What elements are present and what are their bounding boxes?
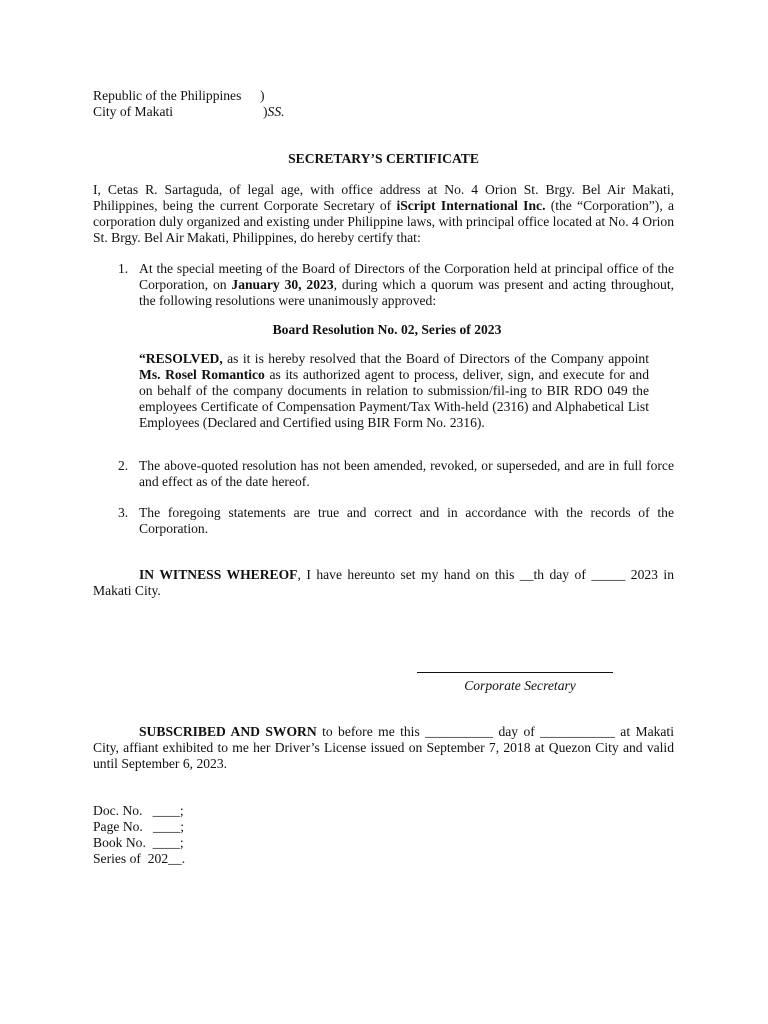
witness-paragraph xyxy=(93,567,674,599)
item-2-number: 2. xyxy=(118,458,129,473)
intro-text-2: (the “Corporation”), a corporation duly organized and existing under Philippine laws, with principal office located at No. 4 Orion St. Brgy. Bel Air Makati, Philippines, do hereby certify that: xyxy=(93,198,674,245)
company-name: iScript International Inc. xyxy=(396,198,546,213)
signature-caption: Corporate Secretary xyxy=(464,678,576,693)
item-1-number: 1. xyxy=(118,261,129,276)
appointee-name: Ms. Rosel Romantico xyxy=(139,367,265,382)
notary-page-no: Page No. ____; xyxy=(93,819,184,834)
resolution-text-2: as its authorized agent to process, deliver, sign, and execute for and on behalf of the company documents in relation to submission/fil-ing to BIR RDO 049 the employees Certificate of Compensation Payment/Tax With-held (2316) and Alphabetical List Employees (Declared and Certified using BIR Form No. 2316). xyxy=(139,367,649,430)
witness-text: , I have hereunto set my hand on this __th day of _____ 2023 in Makati City. xyxy=(93,567,674,598)
item-2-text: The above-quoted resolution has not been amended, revoked, or superseded, and are in full force and effect as of the date hereof. xyxy=(139,458,674,489)
item-1-text xyxy=(139,261,674,309)
jurat-keyword: SUBSCRIBED AND SWORN xyxy=(139,724,317,739)
signature-line xyxy=(417,672,613,673)
document-title: SECRETARY’S CERTIFICATE xyxy=(288,151,479,166)
intro-text-1: I, Cetas R. Sartaguda, of legal age, with office address at No. 4 Orion St. Brgy. Bel Air Makati, Philippines, being the current Corporate Secretary of xyxy=(93,182,674,213)
venue-country: Republic of the Philippines xyxy=(93,88,242,103)
item-1-text-2: , during which a quorum was present and acting throughout, the following resolutions were unanimously approved: xyxy=(139,277,675,308)
jurat-text: to before me this __________ day of ___________ at Makati City, affiant exhibited to me her Driver’s License issued on September 7, 2018 at Quezon City and valid until September 6, 2023. xyxy=(93,724,674,771)
resolution-text-1: as it is hereby resolved that the Board of Directors of the Company appoint xyxy=(222,351,649,366)
witness-keyword: IN WITNESS WHEREOF xyxy=(139,567,298,582)
notary-doc-no: Doc. No. ____; xyxy=(93,803,184,818)
resolved-keyword: RESOLVED, xyxy=(145,351,223,366)
resolution-open-quote: “ xyxy=(139,351,146,366)
notary-series: Series of 202__. xyxy=(93,851,186,866)
item-3-text: The foregoing statements are true and correct and in accordance with the records of the Corporation. xyxy=(139,505,674,536)
intro-paragraph xyxy=(93,182,674,246)
venue-city: City of Makati xyxy=(93,104,174,119)
meeting-date: January 30, 2023 xyxy=(231,277,334,292)
venue-ss: SS. xyxy=(267,104,285,119)
resolution-body xyxy=(139,351,649,431)
venue-paren-1: ) xyxy=(260,88,265,103)
notary-book-no: Book No. ____; xyxy=(93,835,184,850)
resolution-title: Board Resolution No. 02, Series of 2023 xyxy=(272,322,502,337)
venue-line-1 xyxy=(93,88,241,104)
item-1-text-1: At the special meeting of the Board of Directors of the Corporation held at principal office of the Corporation, on xyxy=(139,261,674,292)
jurat-paragraph xyxy=(93,724,674,772)
venue-paren-2-char: ) xyxy=(263,104,268,119)
venue-paren-2 xyxy=(263,104,285,120)
item-3-number: 3. xyxy=(118,505,129,520)
